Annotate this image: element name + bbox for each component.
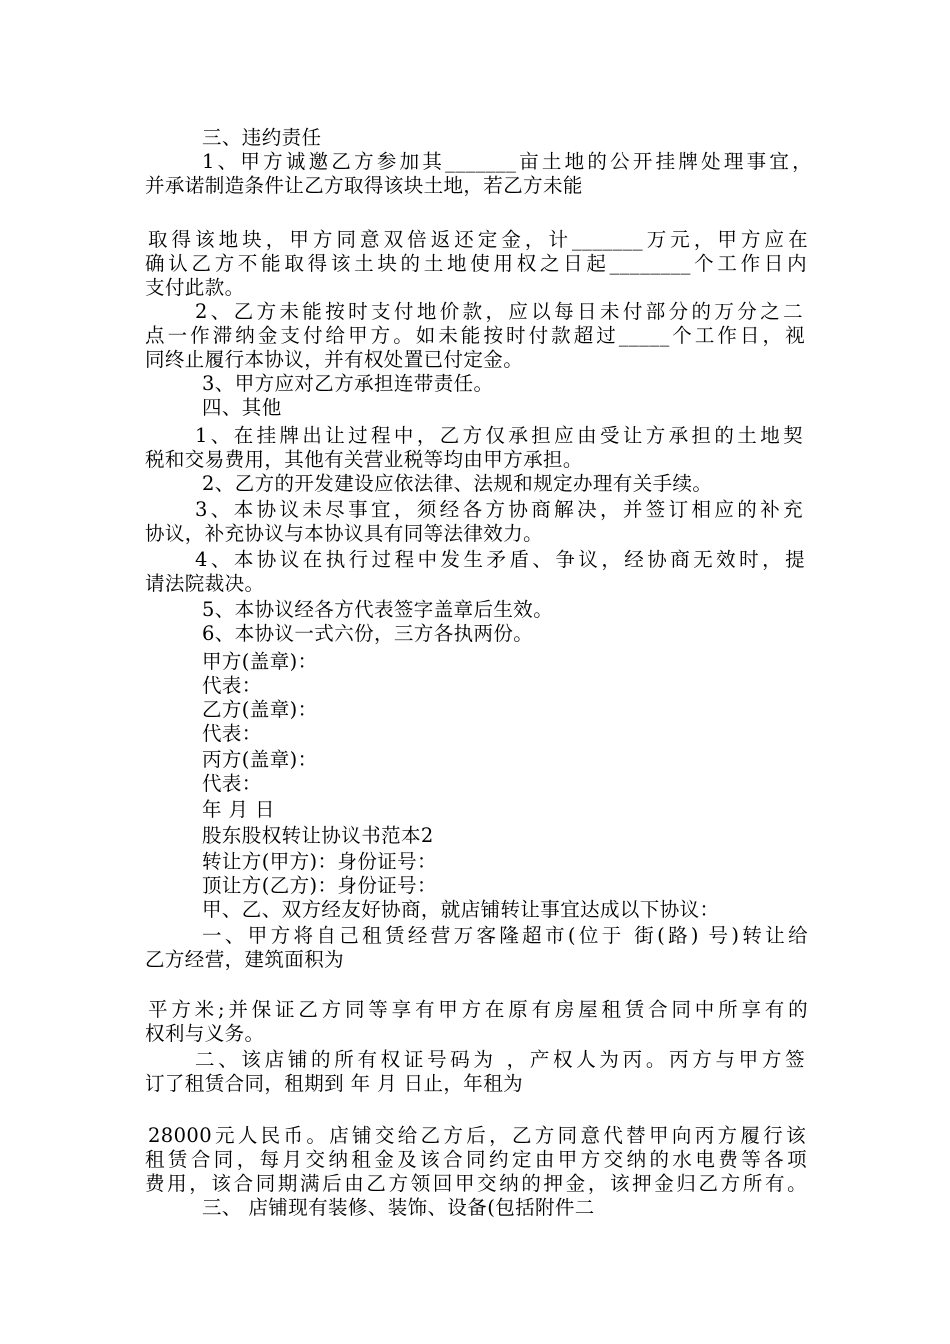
signature-representative: 代表： <box>202 772 262 795</box>
transferee-line: 顶让方(乙方)：身份证号： <box>202 874 437 897</box>
paragraph-line: 1、在挂牌出让过程中，乙方仅承担应由受让方承担的土地契 <box>195 424 803 447</box>
paragraph-line: 一、甲方将自己租赁经营万客隆超市(位于 街(路) 号)转让给 <box>202 924 808 947</box>
paragraph-line: 请法院裁决。 <box>145 572 265 595</box>
paragraph-line: 甲、乙、双方经友好协商，就店铺转让事宜达成以下协议： <box>202 898 720 921</box>
paragraph-line: 权利与义务。 <box>145 1022 265 1045</box>
paragraph-line: 支付此款。 <box>145 276 245 299</box>
paragraph-line: 并承诺制造条件让乙方取得该块土地，若乙方未能 <box>145 174 583 197</box>
section-heading-other: 四、其他 <box>202 396 282 419</box>
paragraph-line: 平方米;并保证乙方同等享有甲方在原有房屋租赁合同中所享有的 <box>148 998 808 1021</box>
paragraph-line: 1、甲方诚邀乙方参加其_______亩土地的公开挂牌处理事宜， <box>202 150 812 173</box>
paragraph-line: 取得该地块，甲方同意双倍返还定金，计_______万元，甲方应在 <box>148 228 808 251</box>
paragraph-line: 3、本协议未尽事宜，须经各方协商解决，并签订相应的补充 <box>195 498 803 521</box>
document-title-template-2: 股东股权转让协议书范本2 <box>202 824 434 847</box>
date-line: 年 月 日 <box>202 798 275 821</box>
paragraph-line: 乙方经营，建筑面积为 <box>145 948 345 971</box>
paragraph-line: 三、 店铺现有装修、装饰、设备(包括附件二 <box>202 1196 595 1219</box>
paragraph-line: 3、甲方应对乙方承担连带责任。 <box>202 372 494 395</box>
paragraph-line: 点一作滞纳金支付给甲方。如未能按时付款超过_____个工作日，视 <box>145 324 805 347</box>
paragraph-line: 28000元人民币。店铺交给乙方后，乙方同意代替甲向丙方履行该 <box>148 1124 806 1147</box>
signature-party-b: 乙方(盖章)： <box>202 698 318 721</box>
paragraph-line: 协议，补充协议与本协议具有同等法律效力。 <box>145 522 544 545</box>
paragraph-line: 5、本协议经各方代表签字盖章后生效。 <box>202 598 554 621</box>
signature-representative: 代表： <box>202 674 262 697</box>
paragraph-line: 租赁合同，每月交纳租金及该合同约定由甲方交纳的水电费等各项 <box>145 1148 807 1171</box>
paragraph-line: 6、本协议一式六份，三方各执两份。 <box>202 622 534 645</box>
transferor-line: 转让方(甲方)：身份证号： <box>202 850 437 873</box>
signature-party-a: 甲方(盖章)： <box>202 650 318 673</box>
paragraph-line: 订了租赁合同，租期到 年 月 日止，年租为 <box>145 1072 523 1095</box>
signature-representative: 代表： <box>202 722 262 745</box>
signature-party-c: 丙方(盖章)： <box>202 748 318 771</box>
paragraph-line: 2、乙方未能按时支付地价款，应以每日未付部分的万分之二 <box>195 300 803 323</box>
paragraph-line: 二、该店铺的所有权证号码为 ，产权人为丙。丙方与甲方签 <box>195 1048 805 1071</box>
paragraph-line: 确认乙方不能取得该土块的土地使用权之日起________个工作日内 <box>145 252 807 275</box>
paragraph-line: 费用，该合同期满后由乙方领回甲交纳的押金，该押金归乙方所有。 <box>145 1172 807 1195</box>
section-heading-breach-liability: 三、违约责任 <box>202 126 322 149</box>
paragraph-line: 4、本协议在执行过程中发生矛盾、争议，经协商无效时，提 <box>195 548 805 571</box>
paragraph-line: 2、乙方的开发建设应依法律、法规和规定办理有关手续。 <box>202 472 713 495</box>
paragraph-line: 税和交易费用，其他有关营业税等均由甲方承担。 <box>145 448 583 471</box>
paragraph-line: 同终止履行本协议，并有权处置已付定金。 <box>145 348 524 371</box>
